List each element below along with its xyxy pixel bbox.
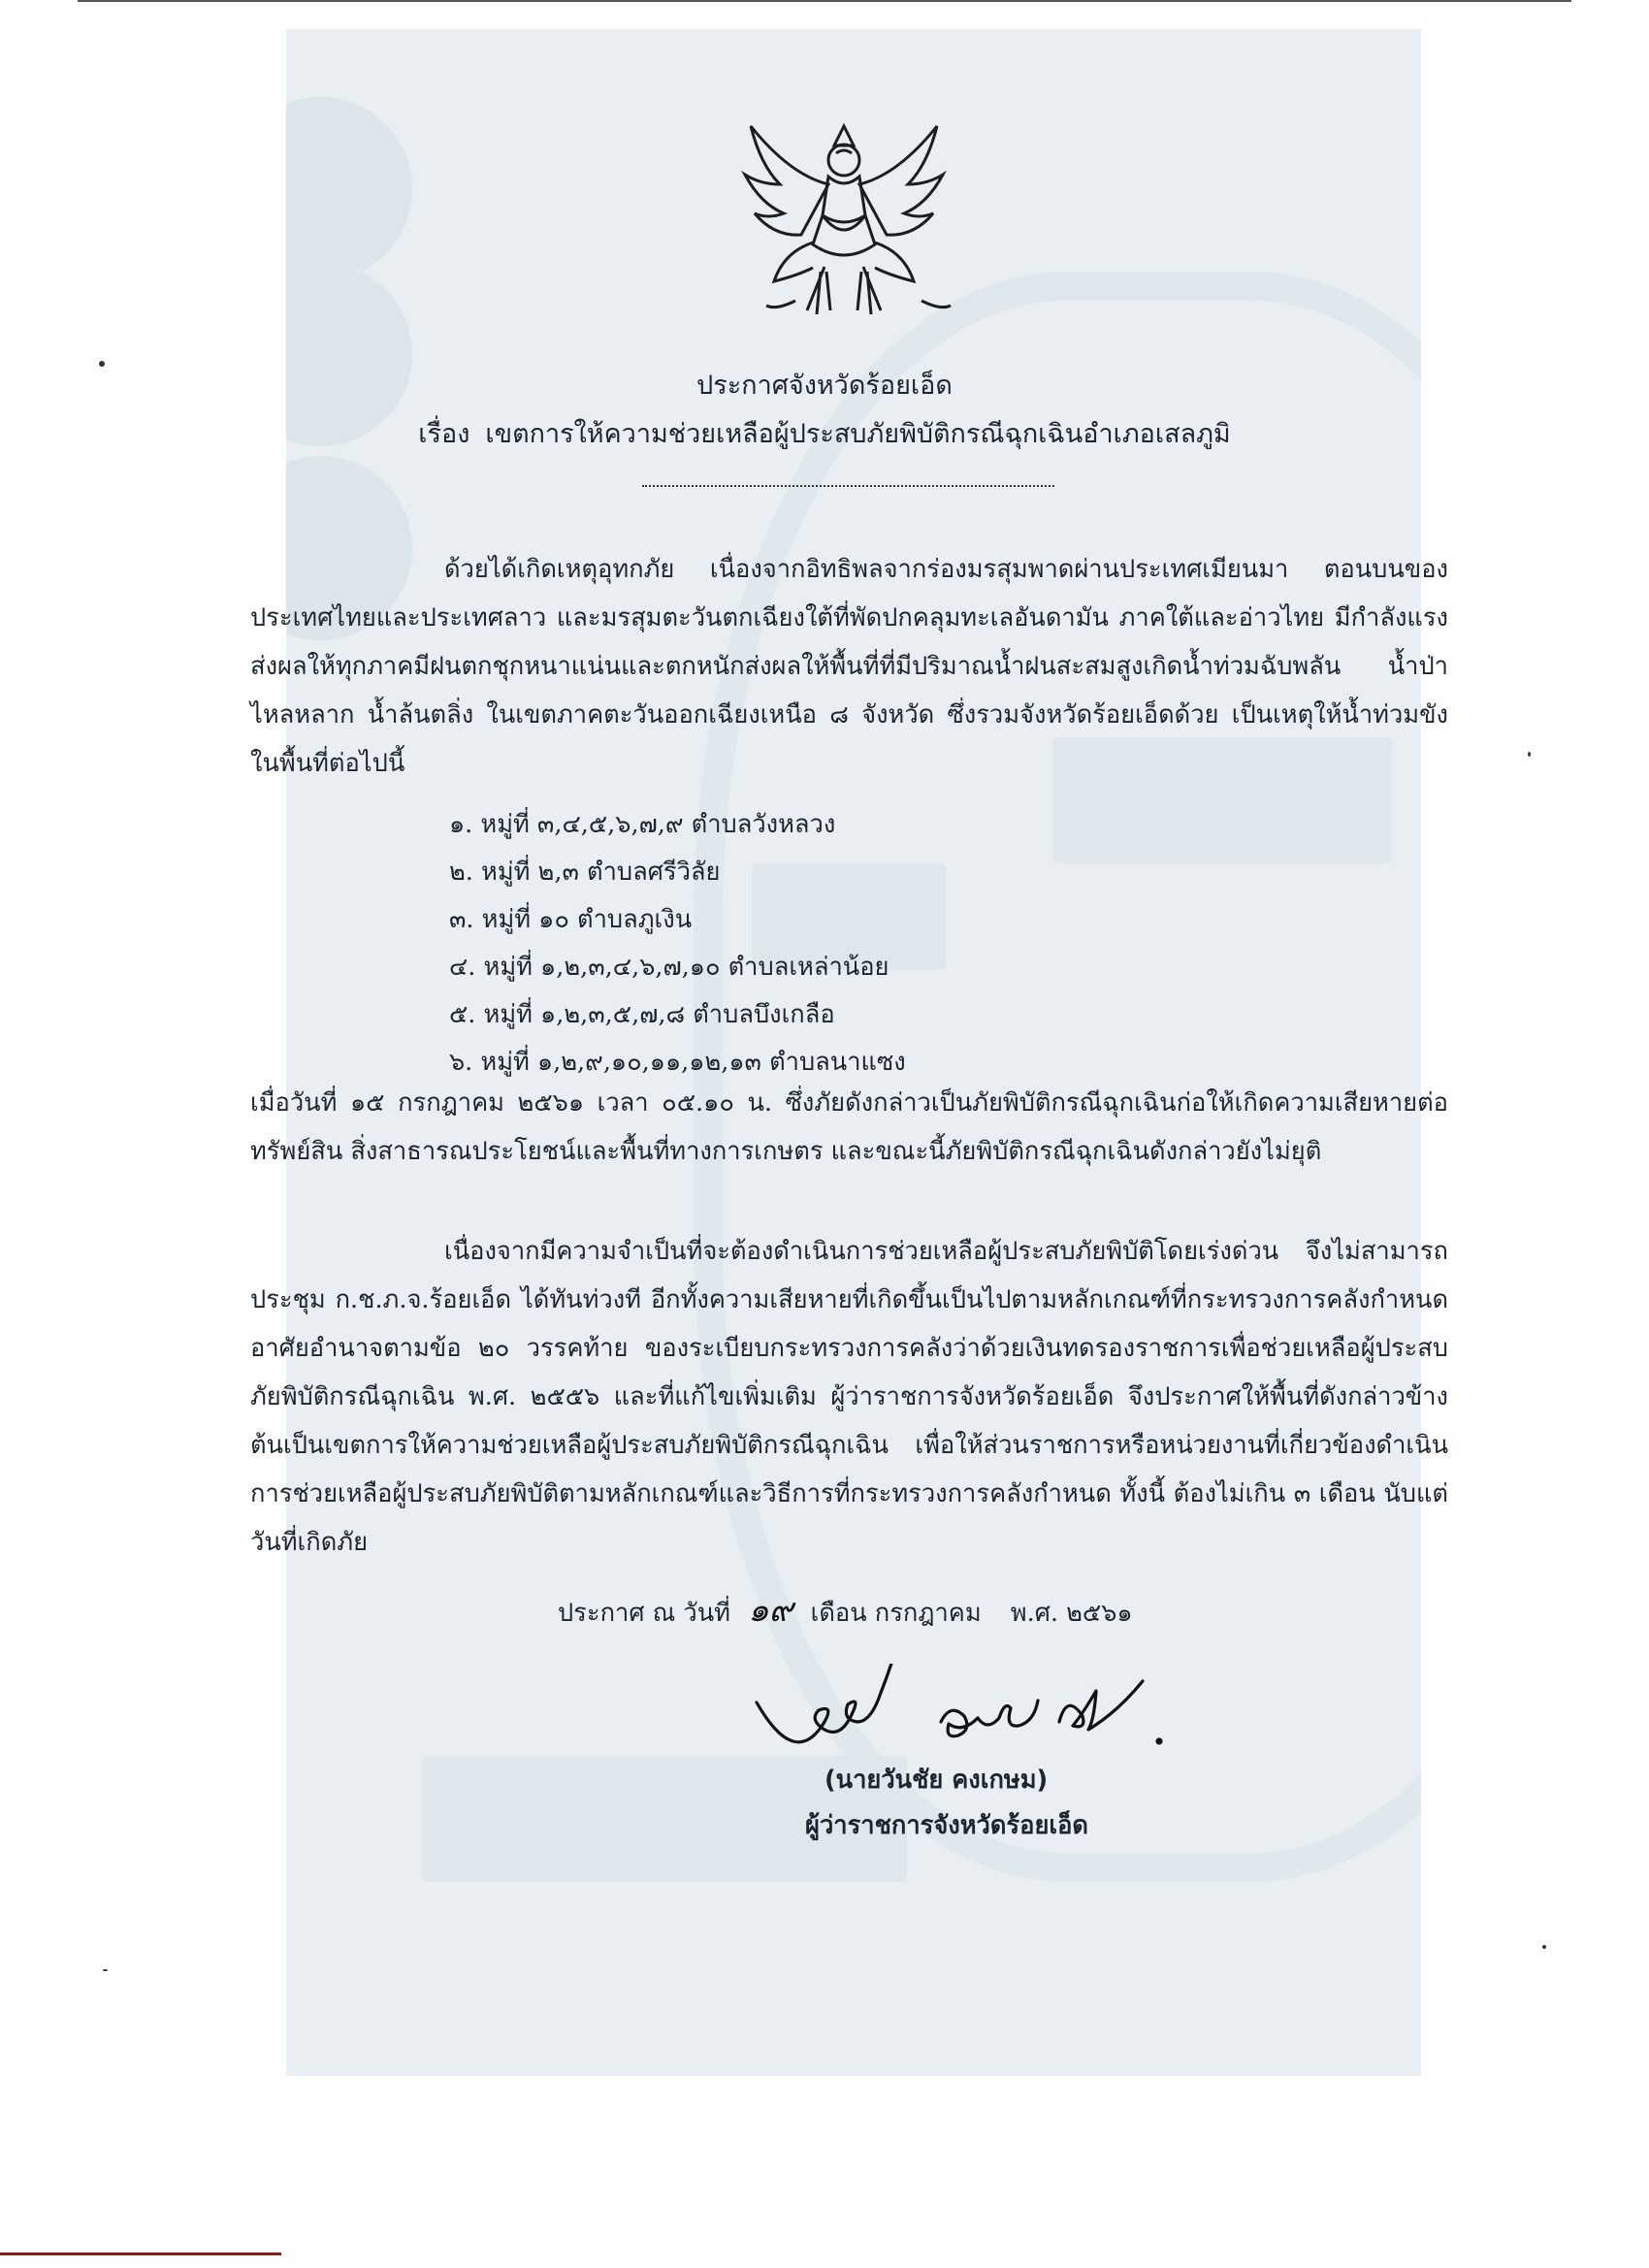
list-item: ๔. หมู่ที่ ๑,๒,๓,๔,๖,๗,๑๐ ตำบลเหล่าน้อย	[449, 953, 889, 982]
scan-edge-top	[78, 0, 1571, 2]
paragraph-cause-text: ด้วยได้เกิดเหตุอุทกภัย เนื่องจากอิทธิพลจากร่องมรสุมพาดผ่านประเทศเมียนมา ตอนบนของประเทศไทยและประเทศลาว และมรสุมตะวันตกเฉียงใต้ที่พัดปกคลุมทะเลอันดามัน ภาคใต้และอ่าวไทย มีกำลังแรง ส่งผลให้ทุกภาคมีฝนตกชุกหนาแน่นและตกหนักส่งผลให้พื้นที่ที่มีปริมาณน้ำฝนสะสมสูงเกิดน้ำท่วมฉับพลัน น้ำป่าไหลหลาก น้ำล้นตลิ่ง ในเขตภาคตะวันออกเฉียงเหนือ ๘ จังหวัด ซึ่งรวมจังหวัดร้อยเอ็ดด้วย เป็นเหตุให้น้ำท่วมขัง ในพื้นที่ต่อไปนี้	[250, 555, 1448, 778]
paragraph-date	[250, 1079, 1448, 1176]
scan-speck	[103, 1969, 108, 1971]
announce-day: ๑๙	[748, 1591, 793, 1630]
list-item: ๖. หมู่ที่ ๑,๒,๙,๑๐,๑๑,๑๒,๑๓ ตำบลนาแซง	[449, 1048, 906, 1077]
paragraph-cause	[250, 545, 1448, 788]
paragraph-declaration	[250, 1227, 1448, 1567]
document-title: ประกาศจังหวัดร้อยเอ็ด	[696, 371, 953, 401]
list-item: ๑. หมู่ที่ ๓,๔,๕,๖,๗,๙ ตำบลวังหลวง	[449, 810, 836, 839]
scan-speck	[1542, 1945, 1546, 1949]
list-item: ๕. หมู่ที่ ๑,๒,๓,๕,๗,๘ ตำบลบึงเกลือ	[449, 1000, 835, 1029]
list-item: ๒. หมู่ที่ ๒,๓ ตำบลศรีวิลัย	[449, 858, 721, 887]
document-subject	[0, 412, 1649, 454]
announce-year: พ.ศ. ๒๕๖๑	[1010, 1599, 1133, 1628]
subject-text: เขตการให้ความช่วยเหลือผู้ประสบภัยพิบัติกรณีฉุกเฉินอำเภอเสลภูมิ	[485, 419, 1231, 449]
signer-name: (นายวันชัย คงเกษม)	[824, 1766, 1049, 1795]
title-divider	[642, 485, 1054, 487]
signature-icon	[747, 1664, 1174, 1770]
paragraph-date-text: เมื่อวันที่ ๑๕ กรกฎาคม ๒๕๖๑ เวลา ๐๕.๑๐ น. ซึ่งภัยดังกล่าวเป็นภัยพิบัติกรณีฉุกเฉินก่อให้เกิดความเสียหายต่อทรัพย์สิน สิ่งสาธารณประโยชน์และพื้นที่ทางการเกษตร และขณะนี้ภัยพิบัติกรณีฉุกเฉินดังกล่าวยังไม่ยุติ	[250, 1088, 1448, 1166]
announce-prefix: ประกาศ ณ วันที่	[558, 1599, 730, 1628]
announcement-date	[558, 1583, 1133, 1636]
scan-edge-bottom	[0, 2252, 281, 2255]
list-item: ๓. หมู่ที่ ๑๐ ตำบลภูเงิน	[449, 905, 693, 934]
signer-position: ผู้ว่าราชการจังหวัดร้อยเอ็ด	[805, 1811, 1088, 1840]
scan-speck	[1528, 752, 1531, 757]
announce-month: เดือน กรกฎาคม	[810, 1599, 982, 1628]
paragraph-declaration-text: เนื่องจากมีความจำเป็นที่จะต้องดำเนินการช่วยเหลือผู้ประสบภัยพิบัติโดยเร่งด่วน จึงไม่สามารถประชุม ก.ช.ภ.จ.ร้อยเอ็ด ได้ทันท่วงที อีกทั้งความเสียหายที่เกิดขึ้นเป็นไปตามหลักเกณฑ์ที่กระทรวงการคลังกำหนด อาศัยอำนาจตามข้อ ๒๐ วรรคท้าย ของระเบียบกระทรวงการคลังว่าด้วยเงินทดรองราชการเพื่อช่วยเหลือผู้ประสบภัยพิบัติกรณีฉุกเฉิน พ.ศ. ๒๕๕๖ และที่แก้ไขเพิ่มเติม ผู้ว่าราชการจังหวัดร้อยเอ็ด จึงประกาศให้พื้นที่ดังกล่าวข้างต้นเป็นเขตการให้ความช่วยเหลือผู้ประสบภัยพิบัติกรณีฉุกเฉิน เพื่อให้ส่วนราชการหรือหน่วยงานที่เกี่ยวข้องดำเนินการช่วยเหลือผู้ประสบภัยพิบัติตามหลักเกณฑ์และวิธีการที่กระทรวงการคลังกำหนด ทั้งนี้ ต้องไม่เกิน ๓ เดือน นับแต่วันที่เกิดภัย	[250, 1237, 1448, 1557]
affected-areas-list	[449, 801, 906, 1086]
garuda-emblem-icon	[728, 107, 960, 330]
wm-layers-icon	[286, 97, 412, 281]
subject-label: เรื่อง	[418, 419, 470, 449]
